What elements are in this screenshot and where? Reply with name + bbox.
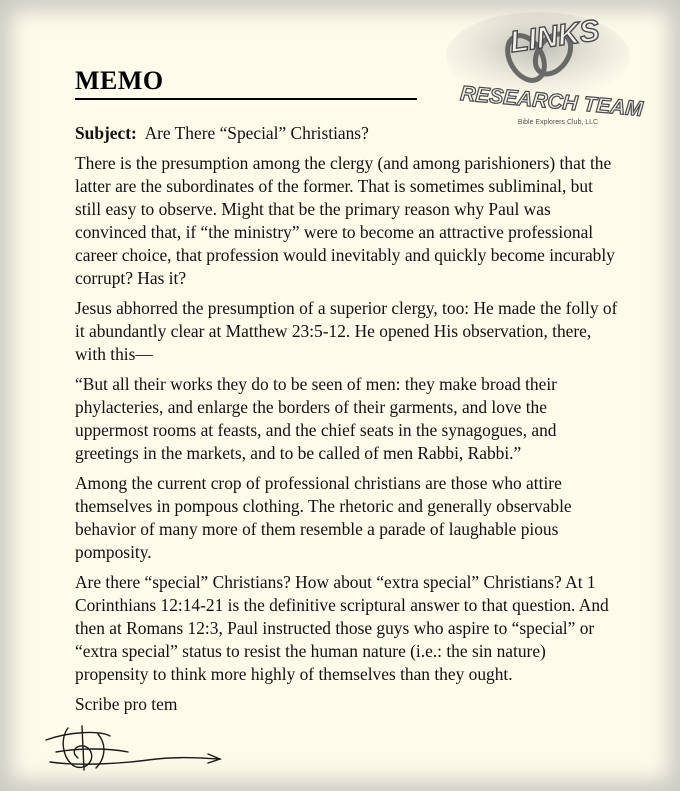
logo-research-team-text: RESEARCH TEAM: [459, 82, 644, 121]
logo-links-text: LINKS: [507, 13, 602, 60]
links-research-team-logo: [438, 6, 664, 130]
title-underline: [75, 98, 417, 100]
scripture-quote: “But all their works they do to be seen of men: they make broad their phylacteries, and enlarge the borders of their garments, and love the uppermost rooms at feasts, and the chief seats in the synagogues, and greetings in the markets, and to be called of men Rabbi, Rabbi.”: [75, 374, 557, 463]
memo-body: [75, 122, 623, 716]
logo-club-text: Bible Explorers Club, LLC: [517, 119, 599, 126]
paragraph-1: There is the presumption among the clergy (and among parishioners) that the latter are the subordinates of the former. That is sometimes subliminal, but still easy to observe. Might that be the primary reason why Paul was convinced that, if “the ministry” were to become an attractive professional career choice, that profession would inevitably and quickly become incurably corrupt? Has it?: [75, 153, 615, 288]
subject-label: Subject:: [75, 123, 137, 143]
subject-text: Are There “Special” Christians?: [144, 123, 369, 143]
memo-title: MEMO: [75, 66, 164, 95]
signoff-text: Scribe pro tem: [75, 694, 178, 714]
paragraph-4: Among the current crop of professional christians are those who attire themselves in pompous clothing. The rhetoric and generally observable behavior of many more of them resemble a parade of laughable pious pomposity.: [75, 473, 572, 562]
handwritten-signature: [38, 718, 223, 778]
subject-line: [75, 122, 623, 145]
paragraph-2: Jesus abhorred the presumption of a superior clergy, too: He made the folly of it abundantly clear at Matthew 23:5-12. He opened His observation, there, with this—: [75, 298, 618, 364]
paragraph-5: Are there “special” Christians? How about “extra special” Christians? At 1 Corinthians 12:14-21 is the definitive scriptural answer to that question. And then at Romans 12:3, Paul instructed those guys who aspire to “special” or “extra special” status to resist the human nature (i.e.: the sin nature) propensity to think more highly of themselves than they ought.: [75, 572, 609, 684]
